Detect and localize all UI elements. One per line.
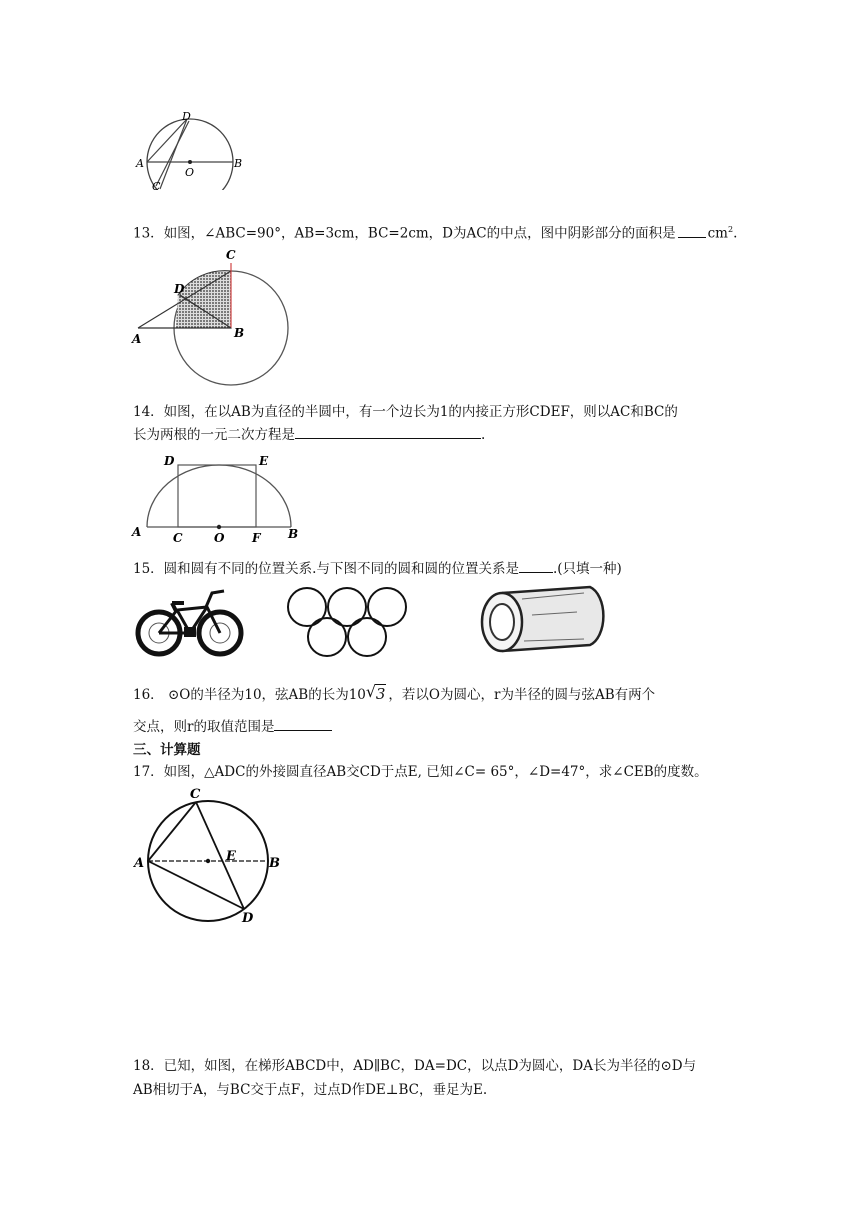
q16-text-pre: 16． ⊙O的半径为10，弦AB的长为10	[133, 687, 366, 703]
fig12-label-b: B	[234, 157, 243, 170]
fig12-center-dot	[188, 160, 192, 164]
fig13-label-d: D	[174, 282, 185, 296]
q15-end: .(只填一种)	[552, 561, 622, 577]
q14-answer-blank[interactable]	[295, 424, 481, 439]
question-18-line1: 18．已知，如图，在梯形ABCD中，AD∥BC，DA=DC，以点D为圆心，DA长为半径的⊙D与	[133, 1058, 697, 1074]
q13-unit-exponent: 2	[727, 225, 734, 234]
fig14-label-b: B	[288, 527, 299, 541]
question-14-line1: 14．如图，在以AB为直径的半圆中，有一个边长为1的内接正方形CDEF，则以AC和BC的	[133, 404, 678, 420]
fig13-label-b: B	[234, 326, 245, 340]
q16-sqrt	[366, 684, 387, 704]
q14-text-line2: 长为两根的一元二次方程是	[133, 427, 295, 443]
q16-sqrt-value: 3	[375, 685, 386, 703]
question-13	[133, 220, 737, 244]
fig14-label-a: A	[132, 525, 142, 539]
figure-12-circle-diagram	[130, 108, 250, 190]
fig17-center-dot	[206, 859, 210, 863]
figure-17-circle-diagram	[128, 785, 293, 925]
q15-answer-blank[interactable]	[519, 558, 553, 573]
question-15	[133, 558, 622, 579]
fig13-label-c: C	[226, 248, 236, 262]
fig17-label-b: B	[269, 856, 280, 871]
fig14-square-cdef	[178, 465, 256, 527]
q16-text-line2: 交点，则r的取值范围是	[133, 719, 275, 735]
fig14-label-e: E	[259, 454, 269, 468]
section-3-heading: 三、计算题	[133, 742, 201, 758]
fig13-label-a: A	[132, 332, 142, 346]
figure-13-sector-diagram	[128, 245, 298, 390]
fig17-chord-cd	[196, 802, 244, 909]
q13-end: .	[733, 225, 738, 242]
bicycle-image	[132, 585, 248, 660]
q13-unit: cm	[707, 225, 728, 242]
pipe-image	[472, 585, 610, 657]
q16-answer-blank[interactable]	[274, 716, 332, 731]
figure-14-semicircle-square	[128, 450, 308, 545]
fig14-center-dot	[217, 525, 221, 529]
fig12-label-o: O	[185, 166, 195, 179]
q14-end: .	[481, 427, 486, 443]
fig17-label-e: E	[226, 849, 236, 864]
fig14-label-d: D	[164, 454, 175, 468]
q13-answer-blank[interactable]	[678, 223, 706, 238]
fig14-label-o: O	[214, 531, 225, 545]
q13-text: 如图，∠ABC=90°，AB=3cm，BC=2cm，D为AC的中点，图中阴影部分的面积是	[163, 225, 676, 242]
q15-text: 15．圆和圆有不同的位置关系.与下图不同的圆和圆的位置关系是	[133, 561, 519, 577]
fig17-chord-ad	[148, 861, 244, 909]
question-14-line2	[133, 424, 485, 445]
fig17-label-a: A	[134, 856, 145, 871]
q16-sqrt-sign: √	[365, 682, 377, 701]
five-rings-image	[285, 582, 409, 660]
q16-text-post: ，若以O为圆心，r为半径的圆与弦AB有两个	[388, 687, 656, 703]
fig12-label-c: C	[152, 180, 161, 190]
question-18-line2: AB相切于A，与BC交于点F，过点D作DE⊥BC，垂足为E.	[133, 1082, 488, 1098]
fig17-label-c: C	[190, 787, 201, 802]
fig12-label-a: A	[136, 157, 144, 170]
fig12-label-d: D	[182, 110, 191, 123]
fig17-label-d: D	[242, 911, 254, 925]
fig12-chord-cd1	[160, 119, 187, 189]
fig14-label-c: C	[173, 531, 183, 545]
question-16-line1	[133, 684, 655, 705]
q13-number: 13．	[133, 225, 164, 242]
question-17: 17．如图，△ADC的外接圆直径AB交CD于点E, 已知∠C= 65°，∠D=47°，求∠CEB的度数。	[133, 764, 708, 780]
fig14-semicircle	[147, 465, 291, 527]
question-16-line2	[133, 716, 332, 737]
fig14-label-f: F	[252, 531, 261, 545]
